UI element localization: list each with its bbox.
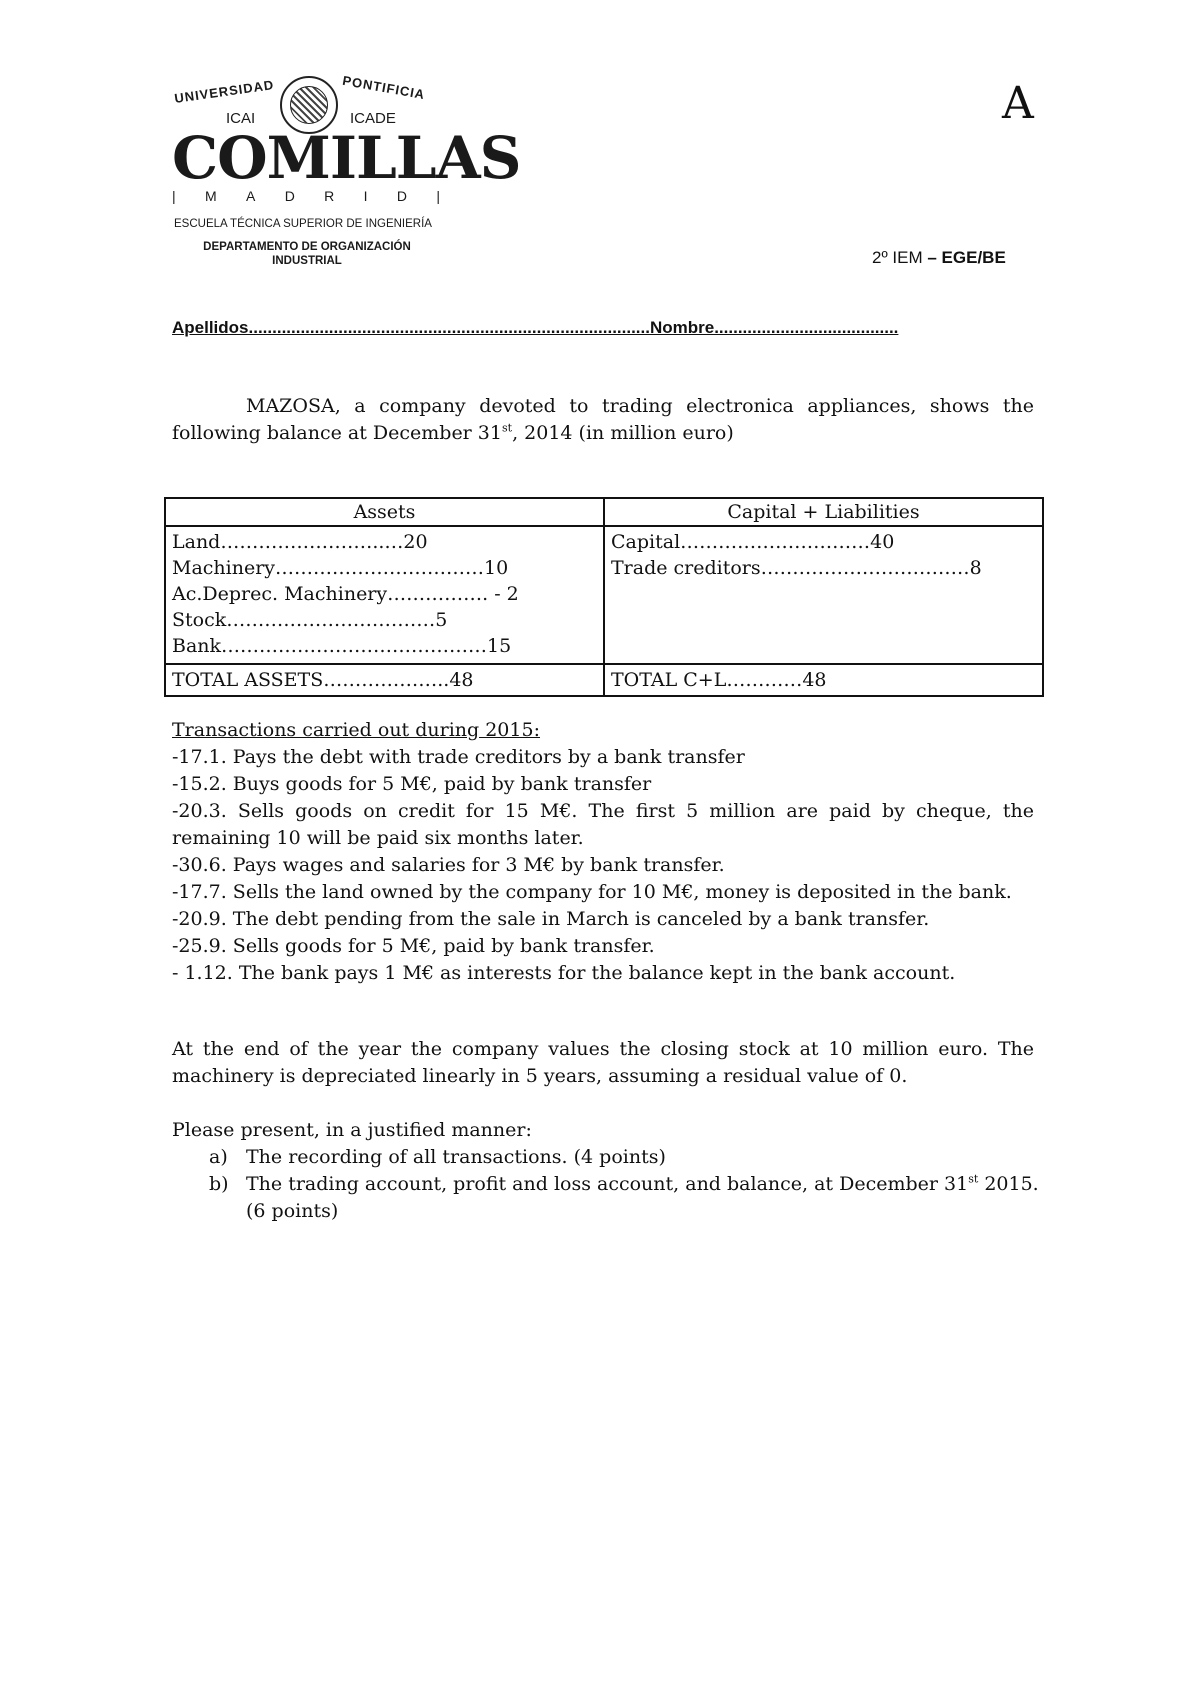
transaction-item: -25.9. Sells goods for 5 M€, paid by bank transfer. xyxy=(172,935,655,957)
transactions-title: Transactions carried out during 2015: xyxy=(172,719,540,741)
intro-paragraph: MAZOSA, a company devoted to trading electronica appliances, shows the following balance at December 31st, 2014 (in million euro) xyxy=(172,395,1034,444)
course-label xyxy=(872,248,1006,268)
closing-paragraph: At the end of the year the company values the closing stock at 10 million euro. The machinery is depreciated linearly in 5 years, assuming a residual value of 0. xyxy=(172,1038,1034,1087)
opening-balance-table xyxy=(164,497,1044,697)
question-a-label: a) xyxy=(209,1146,228,1168)
transaction-item: - 1.12. The bank pays 1 M€ as interests for the balance kept in the bank account. xyxy=(172,962,956,984)
transaction-item: -15.2. Buys goods for 5 M€, paid by bank transfer xyxy=(172,773,652,795)
asset-row: Bank……………………………………15 xyxy=(172,635,512,657)
asset-row: Land……………………..…20 xyxy=(172,531,428,553)
transaction-item: -17.7. Sells the land owned by the company for 10 M€, money is deposited in the bank. xyxy=(172,881,1012,903)
student-name-line: Apellidos.....................................................................................Nombre....................................... xyxy=(172,318,899,337)
exam-version-letter: A xyxy=(1002,78,1034,129)
logo-school: ESCUELA TÉCNICA SUPERIOR DE INGENIERÍA xyxy=(174,218,432,230)
total-assets: TOTAL ASSETS………………..48 xyxy=(165,664,604,696)
transaction-item: -30.6. Pays wages and salaries for 3 M€ by bank transfer. xyxy=(172,854,725,876)
liabilities-cell xyxy=(604,526,1043,664)
asset-row: Stock……………………………5 xyxy=(172,609,448,631)
logo-department: DEPARTAMENTO DE ORGANIZACIÓN INDUSTRIAL xyxy=(203,241,411,267)
asset-row: Machinery……………………………10 xyxy=(172,557,509,579)
logo-icai: ICAI xyxy=(226,110,256,127)
liabilities-header: Capital + Liabilities xyxy=(604,498,1043,526)
question-b-label: b) xyxy=(209,1173,229,1195)
asset-row: Ac.Deprec. Machinery……………. - 2 xyxy=(172,583,519,605)
liability-row: Trade creditors……………………………8 xyxy=(611,557,982,579)
logo-comillas: COMILLAS xyxy=(172,124,521,192)
question-b xyxy=(172,1171,1042,1225)
question-b-text: The trading account, profit and loss account, and balance, at December 31st 2015. (6 points) xyxy=(246,1172,1039,1222)
total-capital-liabilities: TOTAL C+L…………48 xyxy=(604,664,1043,696)
logo-madrid: | M A D R I D | xyxy=(172,188,440,204)
transaction-item: -20.3. Sells goods on credit for 15 M€. The first 5 million are paid by cheque, the remaining 10 will be paid six months later. xyxy=(172,800,1034,849)
transaction-item: -17.1. Pays the debt with trade creditors by a bank transfer xyxy=(172,746,745,768)
transaction-item: -20.9. The debt pending from the sale in March is canceled by a bank transfer. xyxy=(172,908,930,930)
transactions-section xyxy=(172,717,1034,987)
question-a xyxy=(172,1144,1042,1171)
question-a-text: The recording of all transactions. (4 points) xyxy=(246,1146,666,1168)
questions-section xyxy=(172,1117,1042,1225)
questions-intro: Please present, in a justified manner: xyxy=(172,1119,532,1141)
assets-cell xyxy=(165,526,604,664)
assets-header: Assets xyxy=(165,498,604,526)
liability-row: Capital…………………………40 xyxy=(611,531,895,553)
logo-universidad: UNIVERSIDAD xyxy=(173,77,276,106)
transactions-list xyxy=(172,744,1034,987)
logo-pontificia: PONTIFICIA xyxy=(341,72,427,103)
logo-icade: ICADE xyxy=(350,110,396,127)
course-prefix: 2º IEM xyxy=(872,248,923,267)
course-suffix: – EGE/BE xyxy=(927,248,1006,267)
university-logo xyxy=(172,72,521,274)
